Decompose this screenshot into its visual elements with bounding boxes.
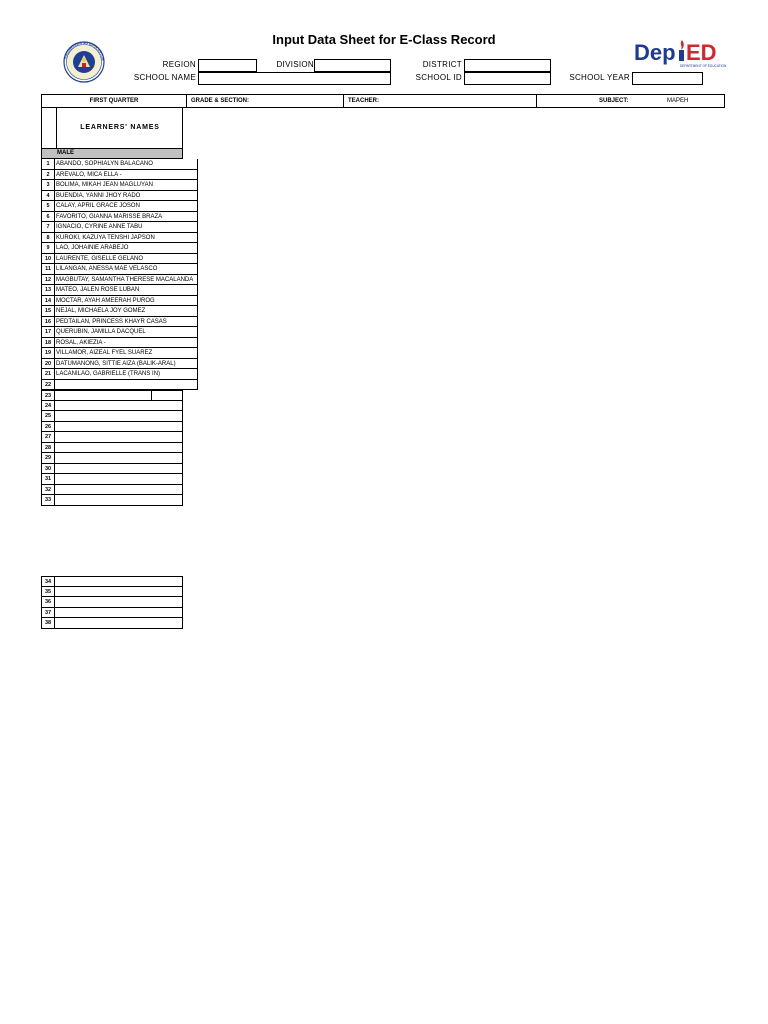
row-right-border [197, 222, 198, 232]
deped-seal-logo [56, 41, 112, 83]
row-number: 37 [41, 608, 55, 618]
row-number: 2 [41, 170, 55, 180]
region-label: REGION [162, 60, 196, 69]
row-number: 1 [41, 159, 55, 169]
learner-row[interactable] [41, 191, 198, 202]
learner-row[interactable] [41, 587, 183, 598]
row-number: 14 [41, 296, 55, 306]
learner-row[interactable] [41, 443, 183, 454]
learner-name: LACANILAO, GABRIELLE (TRANS IN) [56, 371, 161, 377]
row-right-border [197, 359, 198, 369]
row-right-border [197, 369, 198, 379]
empty-learner-rows-continued [41, 576, 183, 629]
learner-row[interactable] [41, 597, 183, 608]
row-number: 13 [41, 285, 55, 295]
row-number: 18 [41, 338, 55, 348]
learner-row[interactable] [41, 338, 198, 349]
school-id-label: SCHOOL ID [415, 73, 462, 82]
row-right-border [197, 191, 198, 201]
row-right-border [197, 212, 198, 222]
learner-row[interactable] [41, 201, 198, 212]
learner-row[interactable] [41, 275, 198, 286]
row-right-border [182, 577, 183, 586]
learner-row[interactable] [41, 159, 198, 170]
division-field[interactable] [314, 59, 391, 72]
school-name-label: SCHOOL NAME [133, 73, 196, 82]
row-number: 38 [41, 618, 55, 628]
learner-name: VILLAMOR, AIZEAL FYEL SUAREZ [56, 350, 153, 356]
row-right-border [197, 380, 198, 390]
learner-row[interactable] [41, 608, 183, 619]
row-number: 7 [41, 222, 55, 232]
row-right-border [197, 327, 198, 337]
row-right-border [182, 432, 183, 442]
quarter-info-row [41, 94, 725, 108]
school-id-field[interactable] [464, 72, 551, 85]
row-number: 5 [41, 201, 55, 211]
page-title: Input Data Sheet for E-Class Record [272, 32, 496, 47]
learner-row[interactable] [41, 264, 198, 275]
row-right-border [197, 317, 198, 327]
row-number: 16 [41, 317, 55, 327]
learner-row[interactable] [41, 390, 183, 401]
row-right-border [182, 464, 183, 474]
row-number: 29 [41, 453, 55, 463]
learner-row[interactable] [41, 233, 198, 244]
learner-name: PEDTAILAN, PRINCESS KHAYR CASAS [56, 318, 167, 325]
learner-name: CALAY, APRIL GRACE JOSON [56, 203, 140, 209]
learners-header [41, 108, 183, 148]
row-number: 12 [41, 275, 55, 285]
learner-name: QUERUBIN, JAMILLA DACQUEL [56, 329, 146, 335]
row-number: 35 [41, 587, 55, 597]
row-number: 30 [41, 464, 55, 474]
learner-row[interactable] [41, 411, 183, 422]
learner-row[interactable] [41, 243, 198, 254]
row-number: 17 [41, 327, 55, 337]
row-right-border [197, 243, 198, 253]
row-number: 22 [41, 380, 55, 390]
learner-row[interactable] [41, 432, 183, 443]
male-label: MALE [57, 150, 74, 156]
learner-row[interactable] [41, 327, 198, 338]
row-right-border [182, 587, 183, 597]
row-number: 28 [41, 443, 55, 453]
learner-row[interactable] [41, 380, 198, 391]
district-label: DISTRICT [422, 60, 462, 69]
region-field[interactable] [198, 59, 257, 72]
learner-row[interactable] [41, 285, 198, 296]
learner-row[interactable] [41, 180, 198, 191]
row-number: 36 [41, 597, 55, 607]
learner-row[interactable] [41, 464, 183, 475]
row-right-border [182, 401, 183, 411]
row-right-border [182, 485, 183, 495]
row-number: 10 [41, 254, 55, 264]
learner-row[interactable] [41, 222, 198, 233]
learner-name: BUENDIA, YANNI JHOY RADO [56, 192, 141, 199]
learner-row[interactable] [41, 576, 183, 587]
learner-list [41, 159, 198, 390]
row-right-border [197, 233, 198, 243]
row-number: 3 [41, 180, 55, 190]
row-number: 19 [41, 348, 55, 358]
row-number: 25 [41, 411, 55, 421]
learner-name: MAGBUTAY, SAMANTHA THERESE MACALANDA [56, 276, 194, 283]
learner-row[interactable] [41, 317, 198, 328]
row-right-border [197, 285, 198, 295]
logo-dep-text: Dep [634, 40, 676, 65]
district-field[interactable] [464, 59, 551, 72]
row-right-border [182, 474, 183, 484]
row-right-border [197, 275, 198, 285]
learner-row[interactable] [41, 485, 183, 496]
row-right-border [197, 264, 198, 274]
row-number: 4 [41, 191, 55, 201]
learner-name: LAURENTE, GISELLE GELANO [56, 255, 144, 262]
row-right-border [182, 411, 183, 421]
deped-wordmark-logo [632, 34, 728, 70]
row-number: 15 [41, 306, 55, 316]
row-right-border [197, 306, 198, 316]
row-right-border [197, 338, 198, 348]
teacher-label[interactable]: TEACHER: [344, 95, 537, 107]
row-number: 6 [41, 212, 55, 222]
learner-name: BOLIMA, MIKAH JEAN MAGLUYAN [56, 182, 153, 188]
learner-row[interactable] [41, 474, 183, 485]
school-year-field[interactable] [632, 72, 703, 85]
learner-row[interactable] [41, 359, 198, 370]
row-right-border [182, 608, 183, 618]
learner-name: FAVORITO, GIANNA MARISSE BRAZA [56, 213, 163, 220]
row-number: 34 [41, 577, 55, 586]
learner-name: ABANDO, SOPHIALYN BALACANO [56, 161, 153, 167]
row-number: 33 [41, 495, 55, 505]
row-number: 27 [41, 432, 55, 442]
row-right-border [197, 254, 198, 264]
row-inner-border [151, 391, 152, 400]
row-number: 20 [41, 359, 55, 369]
grade-section-label[interactable]: GRADE & SECTION: [187, 95, 344, 107]
learner-row[interactable] [41, 453, 183, 464]
row-number: 26 [41, 422, 55, 432]
svg-text:DEPARTMENT OF EDUCATION: DEPARTMENT OF EDUCATION [680, 64, 727, 68]
learner-row[interactable] [41, 495, 183, 506]
learner-row[interactable] [41, 348, 198, 359]
learner-name: MOCTAR, AYAH AMEERAH PUROG [56, 297, 155, 304]
learner-row[interactable] [41, 254, 198, 265]
learner-name: NEJAL, MICHAELA JOY GOMEZ [56, 308, 146, 314]
learner-name: AREVALO, MICA ELLA - [56, 171, 122, 178]
svg-text:ED: ED [686, 40, 717, 65]
row-number: 32 [41, 485, 55, 495]
row-number: 11 [41, 264, 55, 274]
school-year-label: SCHOOL YEAR [569, 73, 630, 82]
learner-name: KUROKI, KAZUYA TENSHI JAPSON [56, 234, 155, 241]
row-right-border [182, 422, 183, 432]
row-right-border [182, 443, 183, 453]
learner-row[interactable] [41, 369, 198, 380]
learner-name: LILANGAN, ANESSA MAE VELASCO [56, 266, 158, 272]
learner-name: ROSAL, AKIEZIA - [56, 339, 106, 346]
learner-row[interactable] [41, 618, 183, 629]
learner-name: LAO, JOHAINIE ARABEJO [56, 245, 129, 251]
subject-value: MAPEH [667, 98, 689, 104]
subject-label: SUBJECT: [599, 98, 629, 104]
row-right-border [182, 453, 183, 463]
empty-learner-rows [41, 390, 183, 506]
learners-names-heading: LEARNERS' NAMES [56, 108, 183, 148]
row-right-border [197, 201, 198, 211]
school-name-field[interactable] [198, 72, 391, 85]
learner-row[interactable] [41, 212, 198, 223]
learner-row[interactable] [41, 401, 183, 412]
subject-cell[interactable] [537, 95, 724, 107]
row-right-border [197, 180, 198, 190]
learner-row[interactable] [41, 422, 183, 433]
row-right-border [182, 618, 183, 628]
division-label: DIVISION [276, 60, 314, 69]
learner-name: DATUMANONG, SITTIE AIZA (BALIK-ARAL) [56, 360, 176, 367]
row-right-border [197, 170, 198, 180]
row-number: 21 [41, 369, 55, 379]
row-number: 24 [41, 401, 55, 411]
row-right-border [197, 348, 198, 358]
learner-row[interactable] [41, 306, 198, 317]
row-right-border [197, 159, 198, 169]
row-right-border [197, 296, 198, 306]
learner-name: IGNACIO, CYRINE ANNE TABU [56, 224, 143, 230]
row-right-border [182, 597, 183, 607]
row-number: 9 [41, 243, 55, 253]
row-number: 8 [41, 233, 55, 243]
row-right-border [182, 495, 183, 505]
learner-name: MATEO, JALEN ROSE LUBAN [56, 287, 140, 293]
svg-text:KAGAWARAN NG EDUKASYON: KAGAWARAN NG EDUKASYON [63, 41, 105, 61]
row-number: 31 [41, 474, 55, 484]
learner-row[interactable] [41, 170, 198, 181]
row-right-border [182, 391, 183, 400]
male-section-header [41, 148, 183, 159]
learner-row[interactable] [41, 296, 198, 307]
quarter-label: FIRST QUARTER [42, 95, 187, 107]
row-number: 23 [41, 391, 55, 400]
